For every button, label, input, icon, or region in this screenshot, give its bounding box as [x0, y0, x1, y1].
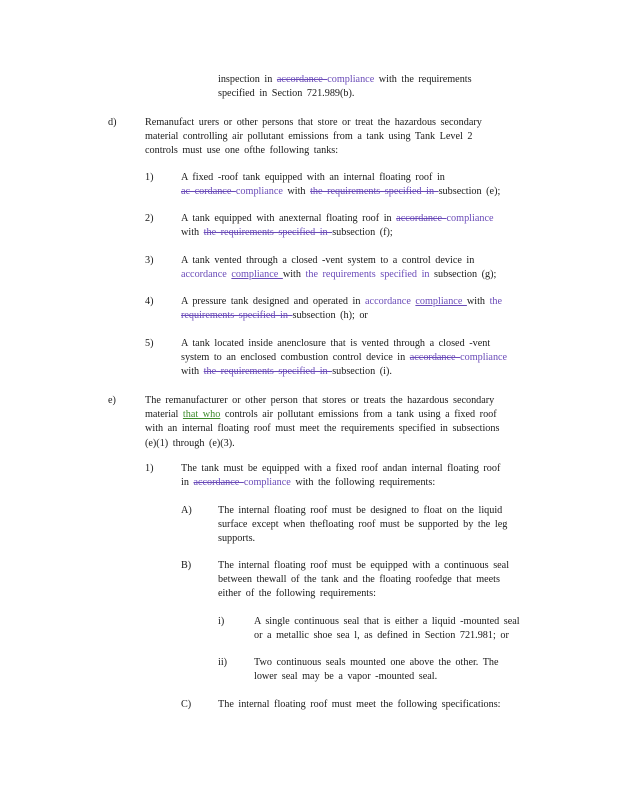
text: subsection (i).	[332, 366, 392, 378]
text: The internal floating roof must be designed to float on the liquid	[218, 505, 503, 516]
text: subsection (e);	[438, 186, 501, 198]
text: with	[181, 227, 204, 239]
deleted-text: the requirements specified in	[310, 186, 439, 198]
text: with	[282, 269, 306, 281]
item-label-ii: ii)	[218, 657, 228, 668]
text: A tank vented through a closed -vent system to a control device in	[181, 255, 475, 266]
text: A single continuous seal that is either a liquid -mounted seal	[254, 616, 520, 627]
inserted-text: compliance	[235, 186, 283, 198]
deleted-text: ac cordance	[181, 186, 236, 198]
deleted-text: accordance	[396, 213, 447, 224]
text: The internal floating roof must meet the following specifications:	[218, 699, 501, 710]
item-label-e: e)	[108, 395, 116, 406]
text: A pressure tank designed and operated in	[181, 296, 366, 307]
paragraph-e	[145, 394, 499, 451]
text: or a metallic shoe sea l, as defined in Section 721.981; or	[254, 630, 509, 642]
text: inspection in	[218, 74, 277, 85]
paragraph-i	[254, 615, 520, 643]
inserted-text: accordance	[365, 296, 416, 307]
text: material	[145, 409, 183, 421]
paragraph-d2	[181, 212, 493, 240]
deleted-text: requirements specified in	[181, 310, 293, 322]
paragraph-d1	[181, 171, 500, 199]
item-label-e1: 1)	[145, 463, 154, 474]
text: subsection (g);	[434, 269, 497, 281]
text: material controlling air pollutant emissions from a tank using Tank Level 2	[145, 131, 473, 143]
item-label-B: B)	[181, 560, 192, 571]
inserted-text: the requirements specified in	[305, 269, 435, 281]
item-label-i: i)	[218, 616, 225, 627]
deleted-text: the requirements specified in	[203, 366, 333, 378]
text: specified in Section 721.989(b).	[218, 88, 355, 100]
text: A fixed -roof tank equipped with an internal floating roof in	[181, 172, 445, 183]
deleted-text: accordance	[409, 352, 461, 364]
text: The tank must be equipped with a fixed roof andan internal floating roof	[181, 463, 501, 474]
inserted-text: compliance	[446, 213, 494, 224]
text: either of the following requirements:	[218, 588, 376, 600]
inserted-text: compliance	[231, 269, 283, 281]
deleted-text: the requirements specified in	[203, 227, 333, 239]
text: lower seal may be a vapor -mounted seal.	[254, 671, 438, 683]
text: with	[282, 186, 311, 198]
paragraph-B	[218, 559, 509, 602]
item-label-d4: 4)	[145, 296, 154, 307]
item-label-d3: 3)	[145, 255, 154, 266]
inserted-text: compliance	[460, 352, 508, 364]
inserted-text: the	[489, 296, 503, 307]
text: Remanufact urers or other persons that store or treat the hazardous secondary	[145, 117, 482, 128]
text: A tank located inside anenclosure that is vented through a closed -vent	[181, 338, 491, 349]
deleted-text: accordance	[193, 477, 244, 489]
inserted-text: compliance	[415, 296, 467, 307]
item-label-d: d)	[108, 117, 117, 128]
text: with	[181, 366, 204, 378]
paragraph-A	[218, 504, 507, 547]
text: supports.	[218, 533, 256, 545]
text: with	[466, 296, 490, 307]
item-label-d2: 2)	[145, 213, 154, 224]
paragraph-d4	[181, 295, 502, 323]
inserted-text: accordance	[181, 269, 232, 281]
continuation-paragraph	[218, 73, 472, 101]
paragraph-e1	[181, 462, 500, 490]
text: in	[181, 477, 194, 489]
text: subsection (f);	[332, 227, 393, 239]
item-label-d1: 1)	[145, 172, 154, 183]
paragraph-ii	[254, 656, 499, 684]
text: controls air pollutant emissions from a tank using a fixed roof	[220, 409, 497, 421]
text: with the following requirements:	[290, 477, 436, 489]
text: A tank equipped with anexternal floating roof in	[181, 213, 397, 224]
deleted-text: accordance	[276, 74, 328, 85]
inserted-text: that who	[182, 409, 221, 421]
text: The internal floating roof must be equipped with a continuous seal	[218, 560, 510, 571]
item-label-C: C)	[181, 699, 192, 710]
inserted-text: compliance	[327, 74, 375, 85]
item-label-d5: 5)	[145, 338, 154, 349]
text: surface except when thefloating roof must be supported by the leg	[218, 519, 508, 531]
paragraph-d3	[181, 254, 496, 282]
paragraph-d	[145, 116, 482, 159]
paragraph-d5	[181, 337, 507, 380]
text: Two continuous seals mounted one above the other. The	[254, 657, 499, 668]
text: with the requirements	[374, 74, 472, 85]
text: The remanufacturer or other person that stores or treats the hazardous secondary	[145, 395, 495, 406]
inserted-text: compliance	[243, 477, 291, 489]
text: between thewall of the tank and the floating roofedge that meets	[218, 574, 500, 586]
text: (e)(1) through (e)(3).	[145, 437, 235, 449]
text: subsection (h); or	[292, 310, 368, 322]
text: controls must use one ofthe following tanks:	[145, 145, 339, 157]
text: with an internal floating roof must meet the requirements specified in subsections	[145, 423, 500, 435]
paragraph-C	[218, 698, 501, 712]
text: system to an enclosed combustion control device in	[181, 352, 410, 364]
item-label-A: A)	[181, 505, 192, 516]
